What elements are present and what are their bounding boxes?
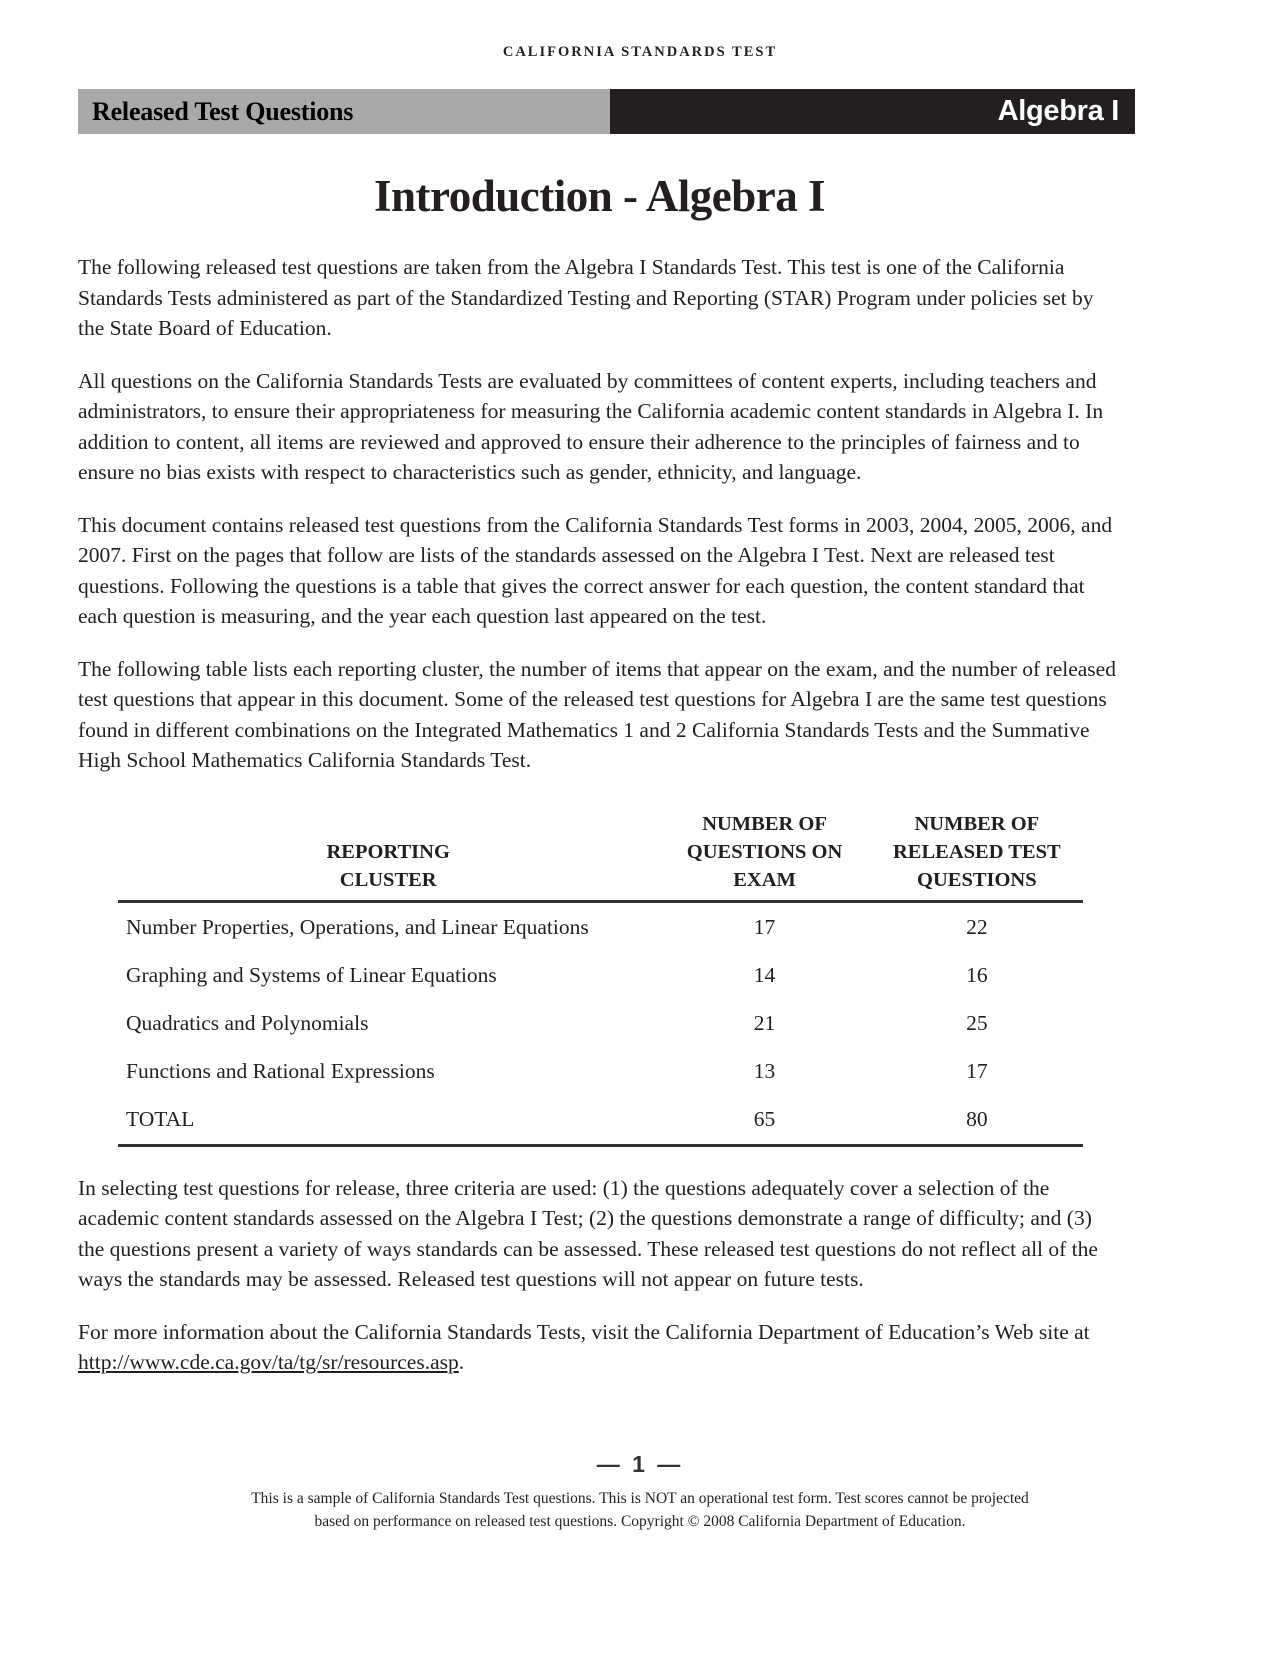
- cell-cluster: Graphing and Systems of Linear Equations: [126, 962, 497, 987]
- cell-cluster: Quadratics and Polynomials: [126, 1010, 369, 1035]
- page-number: — 1 —: [596, 1451, 684, 1477]
- cell-released: 17: [966, 1058, 988, 1083]
- intro-paragraph-2: All questions on the California Standards Tests are evaluated by committees of content experts, including teachers and administrators, to ensure their appropriateness for measuring the California academic content standards in Algebra I. In addition to content, all items are reviewed and approved to ensure their adherence to the principles of fairness and to ensure no bias exists with respect to characteristics such as gender, ethnicity, and language.: [78, 368, 1104, 484]
- cell-released: 16: [966, 962, 988, 987]
- cell-cluster-total: TOTAL: [126, 1106, 195, 1131]
- header-questions-on-exam-line-2: QUESTIONS ON: [686, 840, 843, 863]
- banner-left-section: [78, 89, 610, 134]
- footer-note-line-2: based on performance on released test questions. Copyright © 2008 California Department of Education.: [314, 1513, 966, 1530]
- table-row: [118, 1047, 1083, 1095]
- cell-released-total: 80: [966, 1106, 988, 1131]
- table-header: [118, 810, 1083, 902]
- intro-paragraph-1: The following released test questions are taken from the Algebra I Standards Test. This test is one of the California Standards Tests administered as part of the Standardized Testing and Reporting (STAR) Program under policies set by the State Board of Education.: [78, 255, 1094, 340]
- header-released-test-questions-line-3: QUESTIONS: [917, 868, 1037, 891]
- table-row: [118, 999, 1083, 1047]
- cell-on-exam: 14: [753, 962, 776, 987]
- reporting-cluster-table: [118, 810, 1083, 1147]
- page-banner: [78, 89, 1135, 134]
- intro-paragraph-3: This document contains released test questions from the California Standards Test forms in 2003, 2004, 2005, 2006, and 2007. First on the pages that follow are lists of the standards assessed on the Algebra I Test. Next are released test questions. Following the questions is a table that gives the correct answer for each question, the content standard that each question is measuring, and the year each question last appeared on the test.: [78, 512, 1113, 628]
- banner-right-label: Algebra I: [997, 95, 1119, 127]
- table-body: [118, 901, 1083, 1145]
- cell-released: 22: [966, 914, 988, 939]
- running-head: CALIFORNIA STANDARDS TEST: [502, 44, 778, 60]
- cell-on-exam: 21: [753, 1010, 776, 1035]
- cell-on-exam: 13: [753, 1058, 776, 1083]
- banner-left-label: Released Test Questions: [92, 96, 354, 126]
- banner-right-section: [610, 89, 1135, 134]
- cell-released: 25: [966, 1010, 988, 1035]
- criteria-paragraph: In selecting test questions for release, three criteria are used: (1) the questions adequately cover a selection of the academic content standards assessed on the Algebra I Test; (2) the questions demonstrate a range of difficulty; and (3) the questions present a variety of ways standards can be assessed. These released test questions do not reflect all of the ways the standards may be assessed. Released test questions will not appear on future tests.: [78, 1175, 1098, 1291]
- footer-note-line-1: This is a sample of California Standards Test questions. This is NOT an operational test form. Test scores cannot be projected: [251, 1490, 1029, 1507]
- more-info-paragraph: [78, 1317, 1121, 1378]
- header-questions-on-exam-line-3: EXAM: [733, 868, 796, 891]
- header-reporting-cluster-line-2: CLUSTER: [339, 868, 437, 891]
- cde-resources-link[interactable]: http://www.cde.ca.gov/ta/tg/sr/resources.asp: [78, 1350, 459, 1374]
- intro-paragraph-4: The following table lists each reporting cluster, the number of items that appear on the exam, and the number of released test questions that appear in this document. Some of the released test questions for Algebra I are the same test questions found in different combinations on the Integrated Mathematics 1 and 2 California Standards Tests and the Summative High School Mathematics California Standards Test.: [78, 656, 1116, 772]
- cell-cluster: Functions and Rational Expressions: [126, 1058, 435, 1083]
- footer-note: [0, 1487, 1280, 1533]
- page-title: Introduction - Algebra I: [374, 171, 825, 221]
- reporting-cluster-table-wrapper: [78, 810, 1121, 1147]
- more-info-lead: For more information about the California Standards Tests, visit the California Department of Education’s Web site at: [78, 1319, 1090, 1344]
- table-row-total: [118, 1095, 1083, 1146]
- table-header-row: [118, 810, 1083, 902]
- header-reporting-cluster-line-1: REPORTING: [326, 840, 450, 863]
- header-reporting-cluster: [118, 810, 658, 902]
- table-row: [118, 951, 1083, 999]
- header-released-test-questions: [871, 810, 1083, 902]
- more-info-trail: .: [458, 1350, 465, 1374]
- header-questions-on-exam-line-1: NUMBER OF: [702, 812, 827, 835]
- header-released-test-questions-line-1: NUMBER OF: [914, 812, 1040, 835]
- cell-on-exam-total: 65: [753, 1106, 776, 1131]
- main-content: [78, 170, 1121, 1378]
- table-row: [118, 901, 1083, 951]
- header-questions-on-exam: [658, 810, 870, 902]
- cell-on-exam: 17: [753, 914, 776, 939]
- header-released-test-questions-line-2: RELEASED TEST: [893, 840, 1061, 863]
- cell-cluster: Number Properties, Operations, and Linear Equations: [126, 914, 589, 939]
